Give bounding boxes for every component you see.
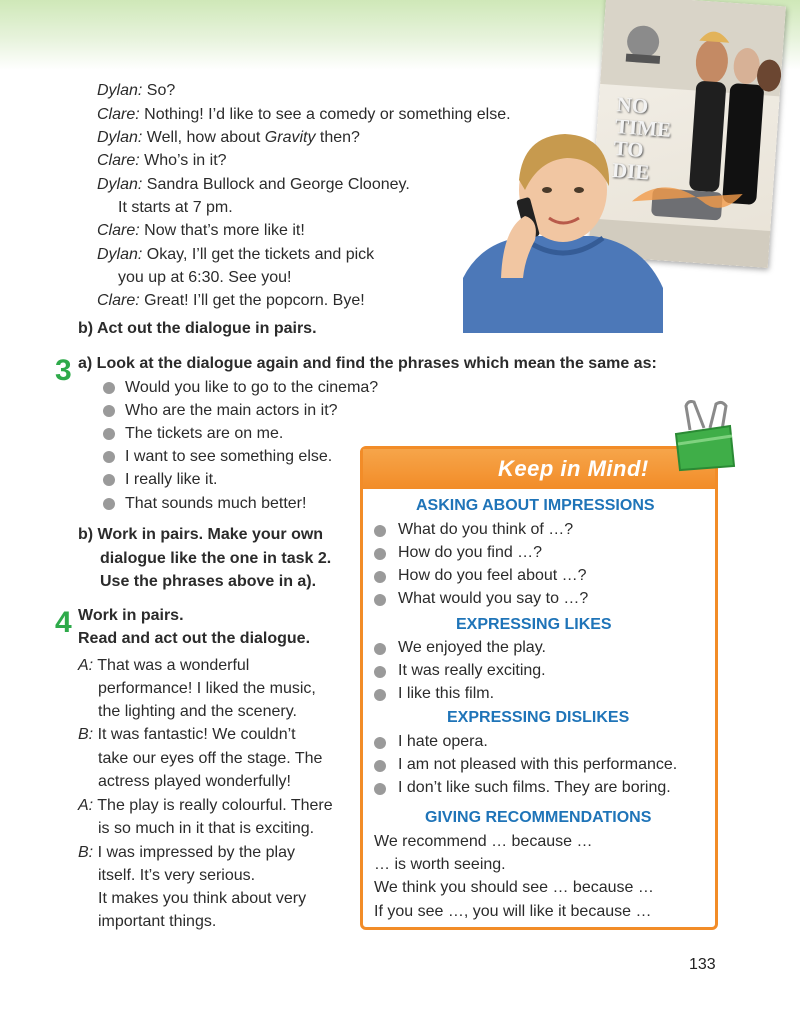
list-item: The tickets are on me. bbox=[125, 425, 284, 442]
line-text: Okay, I’ll get the tickets and pick bbox=[142, 246, 375, 263]
list-item: That sounds much better! bbox=[125, 495, 307, 512]
list-item: I really like it. bbox=[125, 471, 218, 488]
phrase-item: It was really exciting. bbox=[398, 662, 546, 679]
line-text: Nothing! I’d like to see a comedy or something else. bbox=[139, 106, 511, 123]
bullet-icon bbox=[103, 474, 115, 486]
speaker-label: Dylan: bbox=[97, 129, 143, 146]
bullet-icon bbox=[374, 571, 386, 583]
phrase-item: I hate opera. bbox=[398, 733, 488, 750]
section-heading-likes: EXPRESSING LIKES bbox=[456, 616, 612, 633]
speaker-label: Dylan: bbox=[97, 246, 143, 263]
phrase-item: I am not pleased with this performance. bbox=[398, 756, 678, 773]
task-4-number: 4 bbox=[55, 606, 72, 639]
phrase-item: We enjoyed the play. bbox=[398, 639, 546, 656]
dialogue-line bbox=[97, 220, 305, 242]
phrase-item: What would you say to …? bbox=[398, 590, 589, 607]
bullet-icon bbox=[103, 405, 115, 417]
phrase-item: I like this film. bbox=[398, 685, 495, 702]
phrase-item: We recommend … because … bbox=[374, 833, 593, 850]
line-text: The play is really colourful. There bbox=[93, 797, 333, 814]
bullet-icon bbox=[103, 498, 115, 510]
keep-in-mind-box bbox=[360, 446, 718, 930]
dialogue-line bbox=[97, 290, 365, 312]
line-text: It was fantastic! We couldn’t bbox=[93, 726, 296, 743]
poster-title: NO TIME TO DIE bbox=[611, 92, 672, 185]
speaker-label: B: bbox=[78, 726, 94, 743]
section-heading-impressions: ASKING ABOUT IMPRESSIONS bbox=[416, 497, 655, 514]
dialogue-line bbox=[97, 244, 374, 266]
line-text: I was impressed by the play bbox=[93, 844, 295, 861]
speaker-label: Dylan: bbox=[97, 176, 143, 193]
dialogue-line: performance! I liked the music, bbox=[98, 680, 316, 697]
line-text: So? bbox=[142, 82, 176, 99]
dialogue-line bbox=[118, 267, 291, 289]
phrase-item: What do you think of …? bbox=[398, 521, 574, 538]
speaker-label: A: bbox=[78, 797, 94, 814]
phrase-item: If you see …, you will like it because … bbox=[374, 903, 652, 920]
task-3b-instruction: b) Work in pairs. Make your own bbox=[78, 526, 324, 543]
keep-in-mind-header bbox=[363, 449, 715, 489]
phrase-item: We think you should see … because … bbox=[374, 879, 654, 896]
dialogue-line bbox=[78, 842, 295, 864]
dialogue-line: the lighting and the scenery. bbox=[98, 703, 297, 720]
phrase-item: How do you feel about …? bbox=[398, 567, 587, 584]
task-3b-instruction: dialogue like the one in task 2. bbox=[100, 550, 332, 567]
list-item: I want to see something else. bbox=[125, 448, 333, 465]
line-text: Now that’s more like it! bbox=[139, 222, 305, 239]
task-2b-instruction: b) Act out the dialogue in pairs. bbox=[78, 320, 317, 337]
line-text: Well, how about bbox=[142, 129, 265, 146]
dialogue-line bbox=[97, 104, 511, 126]
dialogue-line bbox=[97, 174, 410, 196]
phrase-item: I don’t like such films. They are boring. bbox=[398, 779, 671, 796]
dialogue-line bbox=[97, 80, 175, 102]
task-3b-instruction: Use the phrases above in a). bbox=[100, 573, 317, 590]
bullet-icon bbox=[374, 783, 386, 795]
section-heading-recommendations: GIVING RECOMMENDATIONS bbox=[425, 809, 652, 826]
list-item: Would you like to go to the cinema? bbox=[125, 379, 379, 396]
list-item: Who are the main actors in it? bbox=[125, 402, 338, 419]
line-text: That was a wonderful bbox=[93, 657, 250, 674]
task-4-instruction: Work in pairs. bbox=[78, 607, 184, 624]
task-3a-instruction: a) Look at the dialogue again and find the phrases which mean the same as: bbox=[78, 355, 657, 372]
line-text: It starts at 7 pm. bbox=[118, 199, 233, 216]
bullet-icon bbox=[374, 594, 386, 606]
phrase-item: … is worth seeing. bbox=[374, 856, 506, 873]
bullet-icon bbox=[103, 428, 115, 440]
dialogue-line bbox=[78, 655, 249, 677]
keep-in-mind-title: Keep in Mind! bbox=[498, 456, 649, 481]
speaker-label: Clare: bbox=[97, 152, 140, 169]
bullet-icon bbox=[374, 525, 386, 537]
bullet-icon bbox=[374, 643, 386, 655]
dialogue-line bbox=[118, 197, 233, 219]
dialogue-line: It makes you think about very bbox=[98, 890, 307, 907]
dialogue-line: is so much in it that is exciting. bbox=[98, 820, 315, 837]
dialogue-line: actress played wonderfully! bbox=[98, 773, 291, 790]
page-number: 133 bbox=[689, 956, 716, 973]
line-text: Sandra Bullock and George Clooney. bbox=[142, 176, 410, 193]
dialogue-line: itself. It’s very serious. bbox=[98, 867, 256, 884]
film-title: Gravity bbox=[264, 129, 316, 146]
section-heading-dislikes: EXPRESSING DISLIKES bbox=[447, 709, 630, 726]
line-text: Who’s in it? bbox=[139, 152, 227, 169]
speaker-label: B: bbox=[78, 844, 94, 861]
bullet-icon bbox=[374, 666, 386, 678]
binder-clip-icon bbox=[664, 400, 740, 472]
task-4-instruction: Read and act out the dialogue. bbox=[78, 630, 311, 647]
speaker-label: Dylan: bbox=[97, 82, 143, 99]
bullet-icon bbox=[103, 451, 115, 463]
dialogue-line: important things. bbox=[98, 913, 217, 930]
line-text: you up at 6:30. See you! bbox=[118, 269, 292, 286]
boy-on-phone-image bbox=[463, 128, 663, 333]
bullet-icon bbox=[374, 737, 386, 749]
line-text: then? bbox=[315, 129, 360, 146]
dialogue-line bbox=[97, 150, 227, 172]
bullet-icon bbox=[374, 548, 386, 560]
dialogue-line bbox=[78, 724, 296, 746]
phrase-item: How do you find …? bbox=[398, 544, 543, 561]
task-3-number: 3 bbox=[55, 354, 72, 387]
speaker-label: A: bbox=[78, 657, 94, 674]
bullet-icon bbox=[374, 689, 386, 701]
bullet-icon bbox=[374, 760, 386, 772]
bullet-icon bbox=[103, 382, 115, 394]
dialogue-line bbox=[97, 127, 360, 149]
line-text: Great! I’ll get the popcorn. Bye! bbox=[139, 292, 365, 309]
speaker-label: Clare: bbox=[97, 292, 140, 309]
speaker-label: Clare: bbox=[97, 222, 140, 239]
dialogue-line bbox=[78, 795, 333, 817]
dialogue-line: take our eyes off the stage. The bbox=[98, 750, 323, 767]
speaker-label: Clare: bbox=[97, 106, 140, 123]
